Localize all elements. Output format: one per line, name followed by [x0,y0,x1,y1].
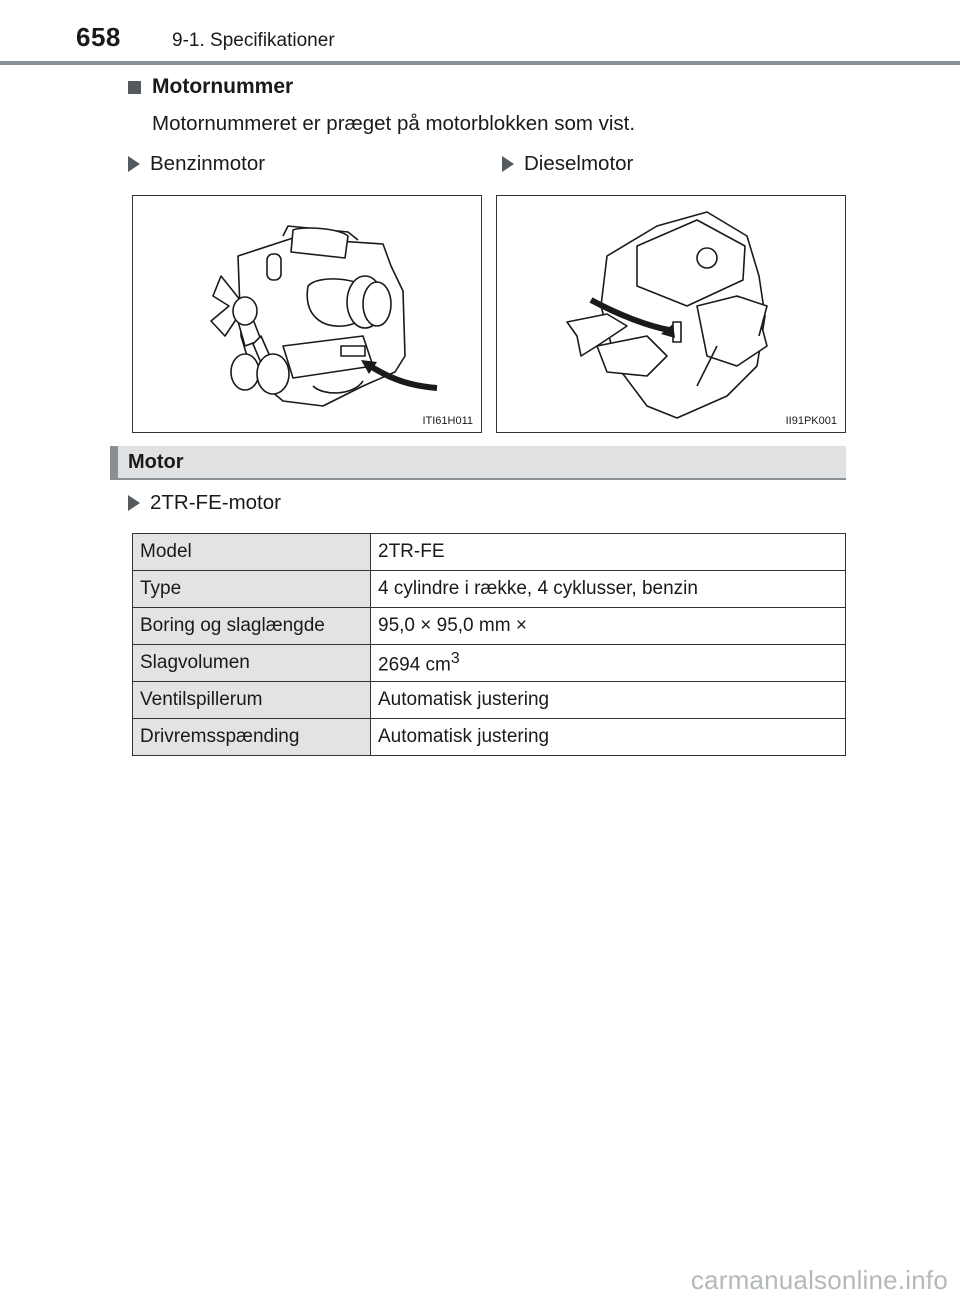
spec-key: Drivremsspænding [133,719,371,756]
spec-value [371,645,846,682]
spec-value-text: 2TR-FE [378,541,445,562]
square-bullet-icon [128,81,141,94]
motor-section-band [110,446,846,480]
engine-number-heading-text: Motornummer [152,75,294,98]
triangle-bullet-icon [128,156,140,172]
spec-value-superscript: 3 [450,649,460,667]
petrol-figure-code: ITI61H011 [422,415,473,427]
petrol-engine-figure [132,195,482,433]
spec-key: Slagvolumen [133,645,371,682]
engine-number-description: Motornummeret er præget på motorblokken som vist. [152,112,636,135]
engine-number-heading [128,75,293,99]
diesel-figure-code: II91PK001 [785,415,837,427]
diesel-engine-figure [496,195,846,433]
table-row [133,534,846,571]
triangle-bullet-icon [128,495,140,511]
table-row [133,571,846,608]
spec-value-text: 95,0 × 95,0 mm × [378,615,527,636]
spec-key: Model [133,534,371,571]
petrol-engine-label [128,152,265,176]
spec-value-text: 2694 cm [378,654,451,676]
engine-variant-label-text: 2TR-FE-motor [150,491,281,514]
header-rule [0,61,960,65]
triangle-bullet-icon [502,156,514,172]
section-title: 9-1. Specifikationer [172,30,335,51]
spec-value-text: Automatisk justering [378,726,550,747]
table-row [133,608,846,645]
spec-value [371,608,846,645]
spec-key: Ventilspillerum [133,682,371,719]
spec-value-text: 4 cylindre i række, 4 cyklusser, benzin [378,578,698,599]
engine-variant-label [128,491,281,515]
spec-value [371,682,846,719]
diesel-engine-illustration [497,196,845,432]
table-row [133,645,846,682]
spec-value-text: Automatisk justering [378,689,550,710]
table-row [133,719,846,756]
diesel-engine-label-text: Dieselmotor [524,152,634,175]
diesel-engine-label [502,152,633,176]
spec-key: Type [133,571,371,608]
spec-value [371,571,846,608]
watermark: carmanualsonline.info [690,1265,948,1295]
band-accent-bar [110,446,118,478]
spec-value [371,719,846,756]
petrol-engine-illustration [133,196,481,432]
page-number: 658 [76,22,121,52]
engine-spec-table [132,533,846,756]
motor-section-title: Motor [128,451,184,473]
petrol-engine-label-text: Benzinmotor [150,152,266,175]
spec-value [371,534,846,571]
engine-spec-table-body [133,534,846,756]
table-row [133,682,846,719]
spec-key: Boring og slaglængde [133,608,371,645]
